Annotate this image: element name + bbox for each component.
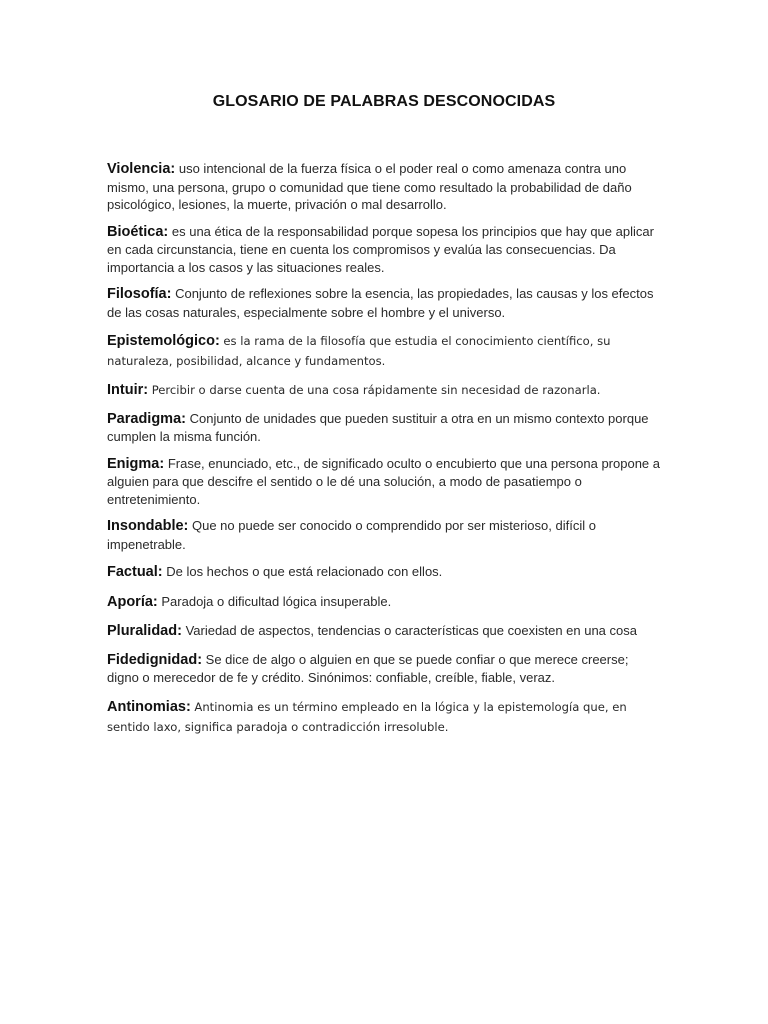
- glossary-definition: Percibir o darse cuenta de una cosa rápidamente sin necesidad de razonarla.: [151, 383, 601, 397]
- glossary-entry-factual: [107, 563, 663, 582]
- glossary-definition: Variedad de aspectos, tendencias o características que coexisten en una cosa: [185, 623, 637, 638]
- glossary-definition: De los hechos o que está relacionado con ellos.: [166, 564, 443, 579]
- glossary-entry-intuir: [107, 381, 663, 400]
- glossary-definition: Frase, enunciado, etc., de significado oculto o encubierto que una persona propone a alguien para que descifre el sentido o le dé una solución, a modo de pasatiempo o entretenimiento.: [107, 455, 660, 507]
- glossary-term: Aporía:: [107, 593, 158, 610]
- glossary-entry-enigma: [107, 455, 663, 509]
- glossary-term: Antinomias:: [107, 698, 191, 715]
- glossary-entry-epistemologico: [107, 331, 663, 371]
- glossary-definition: Se dice de algo o alguien en que se puede confiar o que merece creerse; digno o merecedor de fe y crédito. Sinónimos: confiable, creíble, fiable, veraz.: [107, 651, 629, 685]
- glossary-entry-aporia: [107, 593, 663, 612]
- glossary-definition: Conjunto de unidades que pueden sustituir a otra en un mismo contexto porque cumplen la misma función.: [107, 410, 649, 444]
- glossary-entry-filosofia: [107, 285, 663, 321]
- glossary-term: Violencia:: [107, 161, 176, 177]
- glossary-definition: Antinomia es un término empleado en la lógica y la epistemología que, en sentido laxo, significa paradoja o contradicción irresoluble.: [107, 699, 627, 734]
- glossary-entry-pluralidad: [107, 622, 663, 641]
- glossary-term: Insondable:: [107, 518, 189, 534]
- glossary-term: Enigma:: [107, 455, 165, 472]
- glossary-term: Paradigma:: [107, 410, 186, 427]
- glossary-entry-violencia: [107, 160, 663, 214]
- glossary-entry-fidedignidad: [107, 651, 663, 687]
- glossary-entry-antinomias: [107, 697, 663, 737]
- glossary-term: Intuir:: [107, 382, 149, 398]
- glossary-term: Pluralidad:: [107, 623, 182, 639]
- glossary-term: Bioética:: [107, 223, 169, 240]
- glossary-term: Epistemológico:: [107, 333, 220, 349]
- glossary-entry-bioetica: [107, 223, 663, 277]
- glossary-definition: Que no puede ser conocido o comprendido por ser misterioso, difícil o impenetrable.: [107, 518, 596, 552]
- glossary-definition: Paradoja o dificultad lógica insuperable.: [161, 593, 392, 609]
- glossary-definition: Conjunto de reflexiones sobre la esencia, las propiedades, las causas y los efectos de las cosas naturales, especialmente sobre el hombre y el universo.: [107, 286, 654, 320]
- glossary-term: Factual:: [107, 564, 163, 580]
- glossary-term: Filosofía:: [107, 286, 172, 302]
- glossary-definition: es la rama de la filosofía que estudia el conocimiento científico, su naturaleza, posibilidad, alcance y fundamentos.: [107, 334, 611, 368]
- glossary-definition: es una ética de la responsabilidad porque sopesa los principios que hay que aplicar en cada circunstancia, tiene en cuenta los compromisos y evalúa las consecuencias. Da importancia a los casos y las situaciones reales.: [107, 223, 654, 275]
- glossary-list: [107, 160, 663, 737]
- page-title: GLOSARIO DE PALABRAS DESCONOCIDAS: [212, 93, 556, 110]
- glossary-entry-paradigma: [107, 410, 663, 446]
- glossary-entry-insondable: [107, 517, 663, 553]
- glossary-term: Fidedignidad:: [107, 651, 203, 668]
- glossary-definition: uso intencional de la fuerza física o el poder real o como amenaza contra uno mismo, una persona, grupo o comunidad que tiene como resultado la probabilidad de daño psicológico, lesiones, la muerte, privación o mal desarrollo.: [107, 161, 632, 212]
